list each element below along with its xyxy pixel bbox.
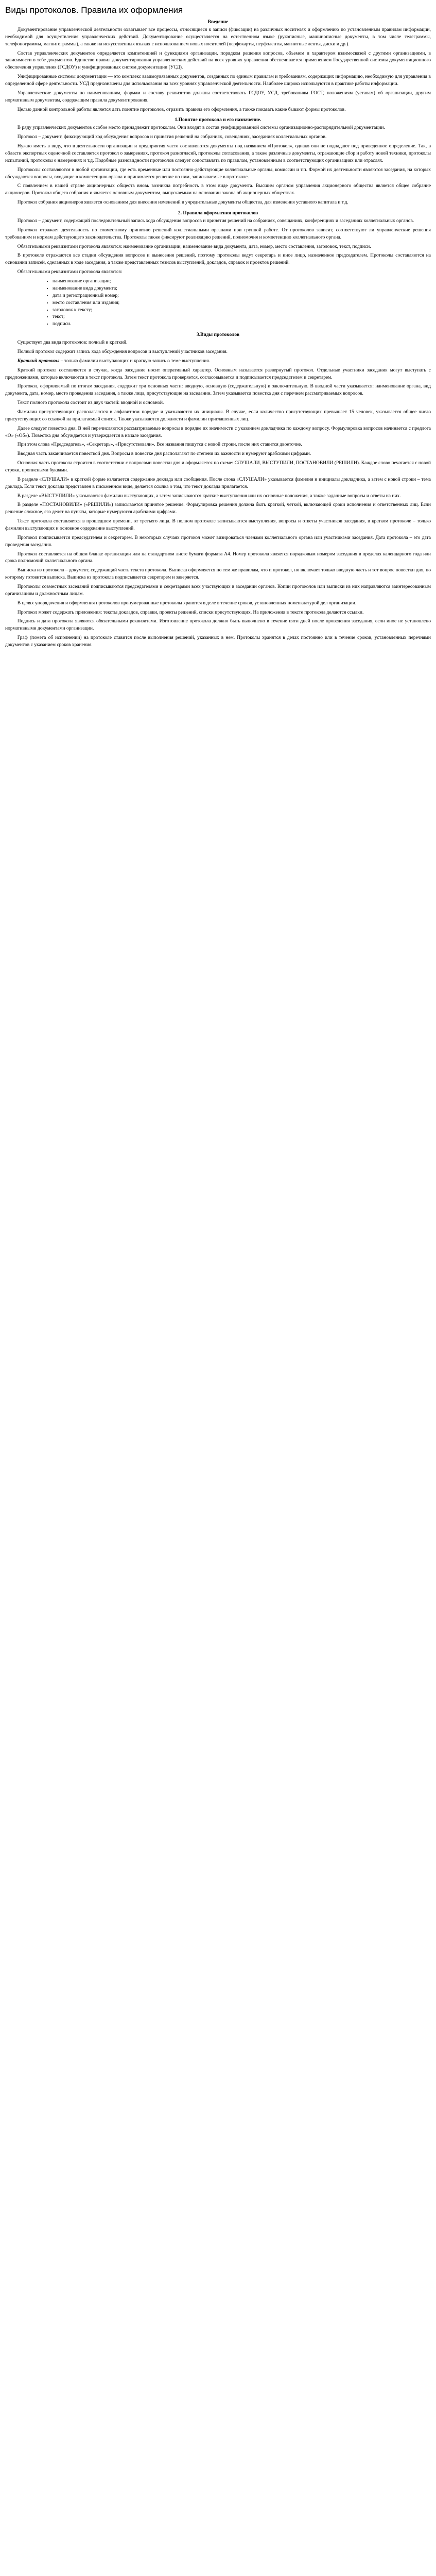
paragraph-lead: Краткий протокол <box>17 358 60 364</box>
paragraph: Краткий протокол – только фамилии выступающих и краткую запись о теме выступления. <box>17 358 210 364</box>
list-item: • наименование организации; <box>53 278 431 285</box>
section-heading: 3.Виды протоколов <box>196 332 240 338</box>
paragraph: Унифицированные системы документации — это комплекс взаимоувязанных документов, созданных по единым правилам и требованиям, содержащих информацию, необходимую для управления в определенной сфере деятельности. УСД предназначены для использования на всех уровнях управленческой деятельности. Наиболее широко используются в практике работы информации. <box>5 74 431 87</box>
paragraph: Протоколы совместных заседаний подписываются председателями и секретарями всех участвующих в заседании органов. Копии протоколов или выписки из них направляются заинтересованным организациям и должностным лицам. <box>5 584 431 597</box>
paragraph: Протокол – документ, содержащий последовательный запись хода обсуждения вопросов и принятия решений на собраниях, совещаниях, конференциях и заседаниях коллегиальных органов. <box>17 218 414 224</box>
paragraph: Нужно иметь в виду, что в деятельности организации и предприятия часто составляются документы под названием «Протокол», однако они не подпадают под приведенное определение. Так, в области экспертных оценочной составляется протокол о замерениях, протокол разногласий, протоколы согласования, а также различные документы, отражающие сбор и работу новой техники, протоколы испытаний, протоколы о намерениях и т.д. Подобные разновидности протоколов следует сопоставлять по правилам, установленным в соответствующих организациях или отраслях. <box>5 144 431 163</box>
document-page <box>0 0 436 662</box>
bullet-list <box>5 278 431 328</box>
paragraph: В ряду управленческих документов особое место принадлежит протоколам. Они входят в состав унифицированной системы организационно-распорядительной документации. <box>17 125 385 131</box>
list-item: • место составления или издания; <box>53 300 431 307</box>
paragraph: Протокол – документ, фиксирующий ход обсуждения вопросов и принятия решений на собраниях, совещаниях, заседаниях коллегиальных органов. <box>17 134 327 140</box>
paragraph: Протокол отражает деятельность по совместному принятию решений коллегиальными органами при группой работе. От протоколов зависит, соответствуют ли управленческие решения требованиям и нормам действующего законодательства. Протоколы также фиксируют реализацию решений, полномочия и компетенцию коллегиального органа. <box>5 227 431 240</box>
document-body <box>5 20 431 649</box>
section-heading: 1.Понятие протокола и его назначение. <box>175 117 261 123</box>
paragraph: Управленческие документы по наименованиям, формам и составу реквизитов должны соответствовать ГСДОУ, УСД, требованиям ГОСТ, положениям (уставам) об организации, другим нормативным документам, содержащим правила документирования. <box>5 90 431 103</box>
paragraph: Протоколы составляются в любой организации, где есть временные или постоянно-действующие коллегиальные органы, комиссии и т.п. Формой их деятельности являются заседания, на которых обсуждаются вопросы, входящие в компетенцию органа и принимается решение по ним, записываемые в протоколе. <box>5 167 431 180</box>
list-item: • наименование вида документа; <box>53 285 431 293</box>
paragraph: Краткий протокол составляется в случае, когда заседание носит оперативный характер. Основным называется развернутый протокол. Отдельные участники заседания могут выступать с предложениями, которые включаются в текст протокола. Затем текст протокола проверяется, согласовывается и подписывается председателем и секретарем. <box>5 367 431 380</box>
paragraph: Существует два вида протоколов: полный и краткий. <box>17 340 128 346</box>
paragraph: Протокол подписывается председателем и секретарем. В некоторых случаях протокол может визироваться членами коллегиального органа или участниками заседания. Дата протокола – это дата проведения заседания. <box>5 535 431 548</box>
paragraph: Протокол составляется на общем бланке организации или на стандартном листе бумаги формата А4. Номер протокола является порядковым номером заседания в пределах календарного года или срока полномочий коллегиального органа. <box>5 551 431 564</box>
list-item: • заголовок к тексту; <box>53 307 431 314</box>
paragraph: В целях упорядочения и оформления протоколов пронумерованные протоколы хранятся в деле в течение сроков, установленных номенклатурой дел организации. <box>17 600 357 606</box>
paragraph: Выписка из протокола – документ, содержащий часть текста протокола. Выписка оформляется по тем же правилам, что и протокол, но включает только вводную часть и тот вопрос повестки дня, по которому готовится выписка. Выписка из протокола подписывается секретарем и заверяется. <box>5 568 431 581</box>
paragraph: При этом слова «Председатель», «Секретарь», «Присутствовали». Все названия пишутся с новой строки, после них ставится двоеточие. <box>17 442 302 448</box>
paragraph: Обязательными реквизитами протокола являются: <box>17 269 123 275</box>
paragraph: Подпись и дата протокола являются обязательными реквизитами. Изготовление протокола должно быть выполнено в течение пяти дней после проведения заседания, если иное не установлено нормативными документами организации. <box>5 619 431 632</box>
paragraph: Текст полного протокола состоит из двух частей: вводной и основной. <box>17 400 164 406</box>
list-item: • дата и регистрационный номер; <box>53 293 431 300</box>
paragraph: Протокол собрания акционеров является основанием для внесения изменений в учредительные документы общества, для изменения уставного капитала и т.д. <box>17 200 348 206</box>
paragraph: Протокол может содержать приложения: тексты докладов, справки, проекты решений, списки присутствующих. На приложения в тексте протокола делаются ссылки. <box>17 609 364 615</box>
paragraph: Текст протокола составляется в прошедшем времени, от третьего лица. В полном протоколе записываются выступления, вопросы и ответы участников заседания, в кратком протоколе – только фамилии выступающих и основное содержание выступлений. <box>5 519 431 531</box>
document-title: Виды протоколов. Правила их оформления <box>5 5 183 15</box>
paragraph: Граф (помета об исполнении) на протоколе ставится после выполнения решений, указанных в нем. Протоколы хранятся в делах постоянно или в течение сроков, установленных перечнями документов с указанием сроков хранения. <box>5 635 431 648</box>
paragraph: Основная часть протокола строится в соответствии с вопросами повестки дня и оформляется по схеме: СЛУШАЛИ, ВЫСТУПИЛИ, ПОСТАНОВИЛИ (РЕШИЛИ). Каждое слово печатается с новой строки, прописными буквами. <box>5 461 431 473</box>
paragraph: Фамилии присутствующих располагаются в алфавитном порядке и указываются их инициалы. В случае, если количество присутствующих превышает 15 человек, указывается общее число присутствующих со ссылкой на прилагаемый список. Также указываются должности и фамилии приглашенных лиц. <box>5 409 431 422</box>
section-heading: Введение <box>207 20 229 25</box>
paragraph: С появлением в нашей стране акционерных обществ вновь возникла потребность в этом виде документа. Высшим органом управления акционерного общества является общее собрание акционеров. Протокол общего собрания и является основным документом, выпускаемым на основании закона об акционерных обществах. <box>5 183 431 196</box>
list-item: • текст; <box>53 314 431 321</box>
paragraph: Целью данной контрольной работы является дать понятие протоколов, отразить правила его оформления, а также показать какие бывают формы протоколов. <box>17 107 346 112</box>
paragraph: Полный протокол содержит запись хода обсуждения вопросов и выступлений участников заседания. <box>17 349 228 354</box>
section-heading: 2. Правила оформления протоколов <box>178 211 258 216</box>
paragraph: В протоколе отражаются все стадии обсуждения вопросов и вынесения решений, поэтому протоколы ведут секретарь и иное лицо, назначенное председателем. Протоколы составляются на основании записей, сделанных в ходе заседания, а также представленных тезисов выступлений, докладов, справок и проектов решений. <box>5 253 431 266</box>
list-item: • подписи. <box>53 321 431 328</box>
paragraph: Вводная часть заканчивается повесткой дня. Вопросы в повестке дня располагают по степени их важности и нумеруют арабскими цифрами. <box>17 451 311 457</box>
paragraph: В разделе «ПОСТАНОВИЛИ» («РЕШИЛИ») записывается принятое решение. Формулировка решения должна быть краткой, четкой, включающей сроки исполнения и ответственных лиц. Если решение сложное, его делят на пункты, которые нумеруются арабскими цифрами. <box>5 502 431 515</box>
paragraph: Состав управленческих документов определяется компетенцией и функциями организации, порядком решения вопросов, объемом и характером взаимосвязей с другими организациями, в зависимости в тебе документов. Единство правил документирования управленческих действий на всех уровнях управления обеспечивается применением Государственной системы документационного обеспечения управления (ГСДОУ) и унифицированных систем документации (УСД). <box>5 50 431 71</box>
paragraph: В разделе «СЛУШАЛИ» в краткой форме излагается содержание доклада или сообщения. После слова «СЛУШАЛИ» указывается фамилия и инициалы докладчика, а затем с новой строки – тема доклада. Если текст доклада представлен в письменном виде, делается ссылка о том, что текст доклада прилагается. <box>5 477 431 489</box>
paragraph: Документирование управленческой деятельности охватывает все процессы, относящиеся к записи (фиксации) на различных носителях и оформлению по установленным правилам информации, необходимой для осуществления управленческих действий. Документирование осуществляется на естественном языке (рукописные, машинописные документы, в том числе телеграммы, телефонограммы, магнитограммы), а также на искусственных языках с использованием новых носителей (перфокарты, перфоленты, магнитные ленты, диски и др.). <box>5 27 431 47</box>
paragraph: Протокол, оформляемый по итогам заседания, содержит три основных части: вводную, основную (содержательную) и заключительную. В вводной части указывается: наименование органа, вид документа, дата, номер, место проведения заседания, а также лица, присутствующие на заседании. Затем указывается повестка дня с перечнем рассматриваемых вопросов. <box>5 384 431 397</box>
paragraph: Далее следует повестка дня. В ней перечисляются рассматриваемые вопросы в порядке их значимости с указанием докладчика по каждому вопросу. Формулировка вопросов начинается с предлога «О» («Об»). Повестка дня обсуждается и утверждается в начале заседания. <box>5 426 431 438</box>
paragraph: Обязательными реквизитами протокола являются: наименование организации, наименование вида документа, дата, номер, место составления, заголовок, текст, подписи. <box>17 244 371 249</box>
paragraph: В разделе «ВЫСТУПИЛИ» указываются фамилии выступающих, а затем записываются краткие выступления или их основные положения, а также заданные вопросы и ответы на них. <box>17 493 401 499</box>
